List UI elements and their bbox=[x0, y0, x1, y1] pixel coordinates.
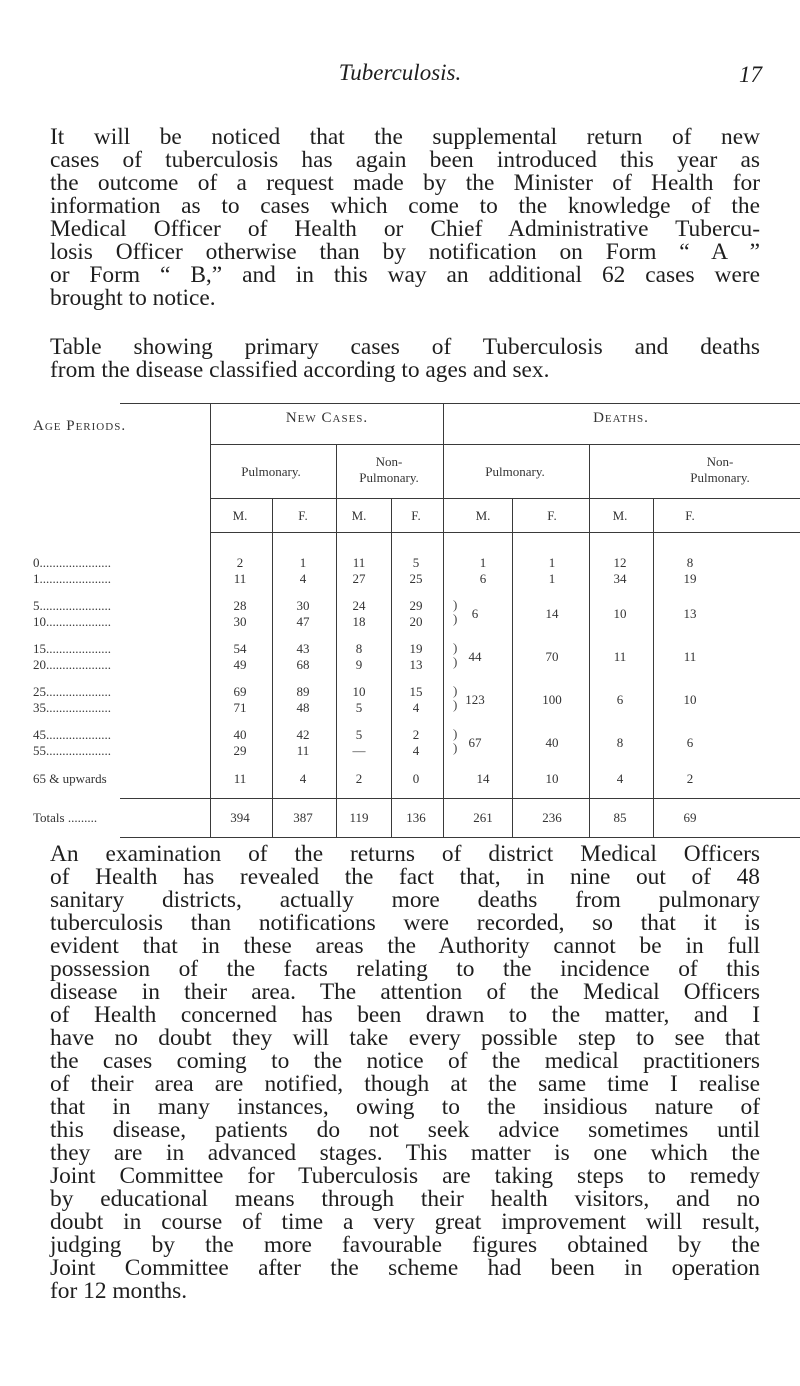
table-cell: 28 bbox=[233, 598, 247, 613]
leader-dots: ...................... bbox=[39, 571, 111, 586]
table-cell: 12 bbox=[613, 555, 627, 570]
leader-dots: .................... bbox=[46, 727, 111, 742]
table-cell: 47 bbox=[296, 614, 310, 629]
table-caption bbox=[50, 336, 760, 382]
age-period-value: 15 bbox=[33, 641, 46, 656]
table-cell: 49 bbox=[233, 657, 247, 672]
table-cell: 15 bbox=[409, 684, 423, 699]
table-cell: 13 bbox=[409, 657, 423, 672]
merged-death-cell: 6 bbox=[686, 735, 694, 750]
age-period-label bbox=[33, 598, 111, 614]
table-cell: 24 bbox=[352, 598, 366, 613]
total-cell: 85 bbox=[613, 810, 627, 825]
v-rule-age bbox=[210, 403, 211, 837]
table-cell: 25 bbox=[409, 571, 423, 586]
table-cell: 18 bbox=[352, 614, 366, 629]
leader-dots: .................... bbox=[46, 641, 111, 656]
table-cell: 5 bbox=[355, 700, 363, 715]
table-cell: 40 bbox=[233, 727, 247, 742]
new-cases-header: New Cases. bbox=[285, 410, 369, 426]
table-cell: 69 bbox=[233, 684, 247, 699]
intro-line: brought to notice. bbox=[50, 285, 216, 311]
age-period-value: 20 bbox=[33, 657, 46, 672]
table-cell: 4 bbox=[412, 700, 420, 715]
sex-header: M. bbox=[612, 508, 628, 523]
examination-line: doubt in course of time a very great improvement will result, bbox=[50, 1209, 760, 1235]
table-cell: 11 bbox=[233, 771, 247, 786]
intro-line: It will be noticed that the supplemental return of new bbox=[50, 124, 760, 150]
age-period-label bbox=[33, 555, 111, 571]
age-period-label bbox=[33, 771, 107, 787]
examination-line: Joint Committee after the scheme had been in operation bbox=[50, 1255, 760, 1281]
total-cell: 261 bbox=[473, 810, 493, 825]
merged-death-cell: 6 bbox=[616, 692, 624, 707]
merged-death-cell: 10 bbox=[613, 606, 627, 621]
v-rule bbox=[336, 444, 337, 837]
table-cell: 34 bbox=[613, 571, 627, 586]
non-pulmonary-header-line2: Pulmonary. bbox=[359, 470, 419, 485]
merged-death-cell: 11 bbox=[613, 649, 627, 664]
table-cell: 10 bbox=[352, 684, 366, 699]
table-cell: 2 bbox=[236, 555, 244, 570]
age-period-label bbox=[33, 641, 111, 657]
examination-line: they are in advanced stages. This matter is one which the bbox=[50, 1140, 760, 1166]
table-cell: 19 bbox=[409, 641, 423, 656]
pulmonary-header: Pulmonary. bbox=[241, 464, 301, 479]
age-period-label bbox=[33, 727, 111, 743]
new-cases-rule bbox=[210, 444, 443, 445]
merged-death-cell: 44 bbox=[468, 649, 482, 664]
merged-death-cell: 123 bbox=[465, 692, 485, 707]
merged-death-cell: 11 bbox=[683, 649, 697, 664]
age-period-value: 5 bbox=[33, 598, 40, 613]
table-cell: 54 bbox=[233, 641, 247, 656]
totals-text: Totals bbox=[33, 810, 65, 825]
v-rule bbox=[589, 444, 590, 837]
table-cell: 1 bbox=[479, 555, 487, 570]
total-cell: 236 bbox=[542, 810, 562, 825]
leader-dots: .................... bbox=[46, 684, 111, 699]
examination-line: sanitary districts, actually more deaths from pulmonary bbox=[50, 887, 760, 913]
examination-line: disease in their area. The attention of the Medical Officers bbox=[50, 979, 760, 1005]
table-cell: 42 bbox=[296, 727, 310, 742]
merged-death-cell: 14 bbox=[545, 606, 559, 621]
age-period-value: 1 bbox=[33, 571, 40, 586]
total-cell: 387 bbox=[293, 810, 313, 825]
table-cell: 30 bbox=[296, 598, 310, 613]
sex-header: M. bbox=[232, 508, 248, 523]
running-title: Tuberculosis. bbox=[338, 60, 462, 85]
brace-icon: ) ) bbox=[453, 597, 458, 626]
table-cell: 68 bbox=[296, 657, 310, 672]
table-cell: 8 bbox=[355, 641, 363, 656]
table-bottom-rule bbox=[120, 837, 800, 838]
caption-line: from the disease classified according to ages and sex. bbox=[50, 357, 550, 383]
examination-line: possession of the facts relating to the incidence of this bbox=[50, 956, 760, 982]
intro-line: information as to cases which come to the knowledge of the bbox=[50, 193, 760, 219]
examination-line: by educational means through their health visitors, and no bbox=[50, 1186, 760, 1212]
page-header bbox=[0, 60, 800, 90]
leader-dots: .................... bbox=[46, 743, 111, 758]
merged-death-cell: 70 bbox=[545, 649, 559, 664]
intro-line: Medical Officer of Health or Chief Administrative Tubercu- bbox=[50, 216, 760, 242]
totals-label bbox=[33, 810, 97, 826]
sex-header: F. bbox=[547, 508, 557, 523]
table-cell: — bbox=[352, 743, 366, 758]
examination-line: of their area are notified, though at the same time I realise bbox=[50, 1071, 760, 1097]
deaths-non-pulmonary-line2: Pulmonary. bbox=[690, 470, 750, 485]
table-cell: 4 bbox=[299, 571, 307, 586]
table-cell: 5 bbox=[412, 555, 420, 570]
age-period-label bbox=[33, 614, 111, 630]
merged-death-cell: 40 bbox=[545, 735, 559, 750]
examination-line: of Health has revealed the fact that, in nine out of 48 bbox=[50, 864, 760, 890]
examination-line: tuberculosis than notifications were recorded, so that it is bbox=[50, 910, 760, 936]
table-cell: 8 bbox=[686, 555, 694, 570]
age-period-label bbox=[33, 684, 111, 700]
totals-rule bbox=[120, 798, 800, 799]
sex-header: M. bbox=[475, 508, 491, 523]
table-cell: 0 bbox=[412, 771, 420, 786]
sex-header: F. bbox=[685, 508, 695, 523]
sex-header: F. bbox=[411, 508, 421, 523]
deaths-pulmonary-header: Pulmonary. bbox=[485, 464, 545, 479]
non-pulmonary-header-line1: Non- bbox=[375, 454, 403, 469]
v-rule bbox=[653, 498, 654, 837]
examination-line: evident that in these areas the Authority cannot be in full bbox=[50, 933, 760, 959]
mf-rule bbox=[210, 532, 800, 533]
age-period-label bbox=[33, 571, 111, 587]
merged-death-cell: 13 bbox=[683, 606, 697, 621]
table-cell: 19 bbox=[683, 571, 697, 586]
table-cell: 89 bbox=[296, 684, 310, 699]
age-period-value: 55 bbox=[33, 743, 46, 758]
table-top-rule bbox=[120, 403, 800, 404]
merged-death-cell: 8 bbox=[616, 735, 624, 750]
brace-icon: ) ) bbox=[453, 640, 458, 669]
table-cell: 48 bbox=[296, 700, 310, 715]
total-cell: 394 bbox=[230, 810, 250, 825]
total-cell: 119 bbox=[349, 810, 369, 825]
age-period-label bbox=[33, 743, 111, 759]
table-cell: 29 bbox=[233, 743, 247, 758]
deaths-header: Deaths. bbox=[593, 410, 649, 426]
v-rule bbox=[512, 498, 513, 837]
v-rule-deaths bbox=[443, 403, 444, 837]
v-rule bbox=[391, 498, 392, 837]
age-period-value: 65 & upwards bbox=[33, 771, 107, 786]
leader-dots: .................... bbox=[46, 657, 111, 672]
examination-line: judging by the more favourable figures obtained by the bbox=[50, 1232, 760, 1258]
table-cell: 11 bbox=[233, 571, 247, 586]
examination-line: An examination of the returns of district Medical Officers bbox=[50, 841, 760, 867]
age-period-label bbox=[33, 657, 111, 673]
examination-paragraph bbox=[50, 843, 760, 1303]
table-cell: 30 bbox=[233, 614, 247, 629]
intro-line: losis Officer otherwise than by notification on Form “ A ” bbox=[50, 239, 760, 265]
total-cell: 69 bbox=[683, 810, 697, 825]
caption-line: Table showing primary cases of Tuberculosis and deaths bbox=[50, 334, 760, 360]
table-cell: 71 bbox=[233, 700, 247, 715]
intro-line: cases of tuberculosis has again been introduced this year as bbox=[50, 147, 760, 173]
table-cell: 11 bbox=[352, 555, 366, 570]
leader-dots: .................... bbox=[46, 700, 111, 715]
sex-header: F. bbox=[298, 508, 308, 523]
examination-line: Joint Committee for Tuberculosis are taking steps to remedy bbox=[50, 1163, 760, 1189]
table-cell: 10 bbox=[545, 771, 559, 786]
table-cell: 43 bbox=[296, 641, 310, 656]
merged-death-cell: 100 bbox=[542, 692, 562, 707]
table-cell: 5 bbox=[355, 727, 363, 742]
intro-line: the outcome of a request made by the Minister of Health for bbox=[50, 170, 760, 196]
leader-dots: ...................... bbox=[39, 555, 111, 570]
table-cell: 27 bbox=[352, 571, 366, 586]
age-periods-header: Age Periods. bbox=[33, 418, 127, 434]
subheader-rule bbox=[210, 498, 800, 499]
table-cell: 2 bbox=[355, 771, 363, 786]
table-cell: 2 bbox=[686, 771, 694, 786]
age-period-value: 45 bbox=[33, 727, 46, 742]
merged-death-cell: 6 bbox=[471, 606, 479, 621]
examination-line: that in many instances, owing to the insidious nature of bbox=[50, 1094, 760, 1120]
leader-dots: .................... bbox=[46, 614, 111, 629]
table-cell: 4 bbox=[412, 743, 420, 758]
age-period-value: 0 bbox=[33, 555, 40, 570]
merged-death-cell: 67 bbox=[468, 735, 482, 750]
table-cell: 1 bbox=[299, 555, 307, 570]
intro-line: or Form “ B,” and in this way an additional 62 cases were bbox=[50, 262, 760, 288]
table-cell: 6 bbox=[479, 571, 487, 586]
table-cell: 2 bbox=[412, 727, 420, 742]
deaths-rule bbox=[443, 444, 800, 445]
v-rule bbox=[272, 498, 273, 837]
table-cell: 1 bbox=[548, 555, 556, 570]
brace-icon: ) ) bbox=[453, 683, 458, 712]
examination-line: the cases coming to the notice of the medical practitioners bbox=[50, 1048, 760, 1074]
examination-line: have no doubt they will take every possible step to see that bbox=[50, 1025, 760, 1051]
examination-line: for 12 months. bbox=[50, 1278, 188, 1304]
examination-line: this disease, patients do not seek advice sometimes until bbox=[50, 1117, 760, 1143]
table-cell: 9 bbox=[355, 657, 363, 672]
table-cell: 14 bbox=[476, 771, 490, 786]
page-number: 17 bbox=[739, 62, 762, 87]
table-cell: 11 bbox=[296, 743, 310, 758]
age-period-value: 10 bbox=[33, 614, 46, 629]
table-cell: 20 bbox=[409, 614, 423, 629]
leader-dots: ......... bbox=[64, 810, 98, 825]
age-period-label bbox=[33, 700, 111, 716]
age-period-value: 35 bbox=[33, 700, 46, 715]
table-cell: 4 bbox=[616, 771, 624, 786]
intro-paragraph bbox=[50, 126, 760, 310]
deaths-non-pulmonary-line1: Non- bbox=[706, 454, 734, 469]
examination-line: of Health concerned has been drawn to the matter, and I bbox=[50, 1002, 760, 1028]
table-cell: 29 bbox=[409, 598, 423, 613]
table-cell: 1 bbox=[548, 571, 556, 586]
leader-dots: ...................... bbox=[39, 598, 111, 613]
merged-death-cell: 10 bbox=[683, 692, 697, 707]
brace-icon: ) ) bbox=[453, 726, 458, 755]
total-cell: 136 bbox=[406, 810, 426, 825]
age-period-value: 25 bbox=[33, 684, 46, 699]
table-cell: 4 bbox=[299, 771, 307, 786]
sex-header: M. bbox=[351, 508, 367, 523]
